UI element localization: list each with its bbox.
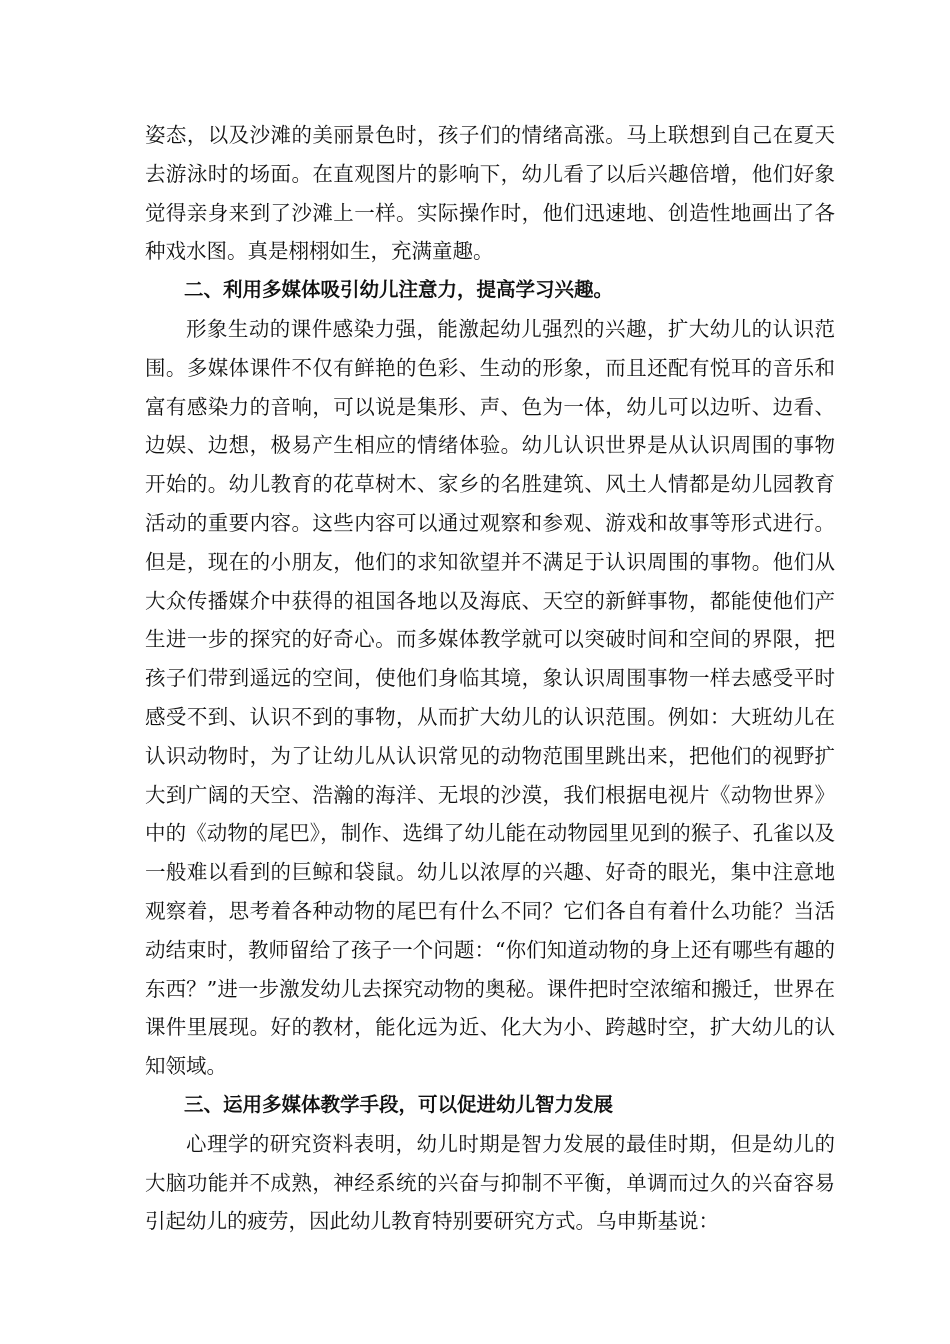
section-heading-two: 二、利用多媒体吸引幼儿注意力，提高学习兴趣。 xyxy=(184,278,614,302)
paragraph-continuation: 姿态，以及沙滩的美丽景色时，孩子们的情绪高涨。马上联想到自己在夏天去游泳时的场面。在直观图片的影响下，幼儿看了以后兴趣倍增，他们好象觉得亲身来到了沙滩上一样。实际操作时，他们迅速地、创造性地画出了各种戏水图。真是栩栩如生，充满童趣。 xyxy=(145,123,835,264)
paragraph-intellect-development: 心理学的研究资料表明，幼儿时期是智力发展的最佳时期，但是幼儿的大脑功能并不成熟，神经系统的兴奋与抑制不平衡，单调而过久的兴奋容易引起幼儿的疲劳，因此幼儿教育特别要研究方式。乌申斯基说： xyxy=(145,1131,835,1234)
document-page xyxy=(145,116,835,1241)
paragraph-multimedia-interest: 形象生动的课件感染力强，能激起幼儿强烈的兴趣，扩大幼儿的认识范围。多媒体课件不仅有鲜艳的色彩、生动的形象，而且还配有悦耳的音乐和富有感染力的音响，可以说是集形、声、色为一体，幼儿可以边听、边看、边娱、边想，极易产生相应的情绪体验。幼儿认识世界是从认识周围的事物开始的。幼儿教育的花草树木、家乡的名胜建筑、风土人情都是幼儿园教育活动的重要内容。这些内容可以通过观察和参观、游戏和故事等形式进行。但是，现在的小朋友，他们的求知欲望并不满足于认识周围的事物。他们从大众传播媒介中获得的祖国各地以及海底、天空的新鲜事物，都能使他们产生进一步的探究的好奇心。而多媒体教学就可以突破时间和空间的界限，把孩子们带到遥远的空间，使他们身临其境，象认识周围事物一样去感受平时感受不到、认识不到的事物，从而扩大幼儿的认识范围。例如：大班幼儿在认识动物时，为了让幼儿从认识常见的动物范围里跳出来，把他们的视野扩大到广阔的天空、浩瀚的海洋、无垠的沙漠，我们根据电视片《动物世界》中的《动物的尾巴》，制作、选缉了幼儿能在动物园里见到的猴子、孔雀以及一般难以看到的巨鲸和袋鼠。幼儿以浓厚的兴趣、好奇的眼光，集中注意地观察着，思考着各种动物的尾巴有什么不同？它们各自有着什么功能？当活动结束时，教师留给了孩子一个问题：“你们知道动物的身上还有哪些有趣的东西？”进一步激发幼儿去探究动物的奥秘。课件把时空浓缩和搬迁，世界在课件里展现。好的教材，能化远为近、化大为小、跨越时空，扩大幼儿的认知领域。 xyxy=(145,316,835,1079)
section-heading-three: 三、运用多媒体教学手段，可以促进幼儿智力发展 xyxy=(184,1092,614,1116)
